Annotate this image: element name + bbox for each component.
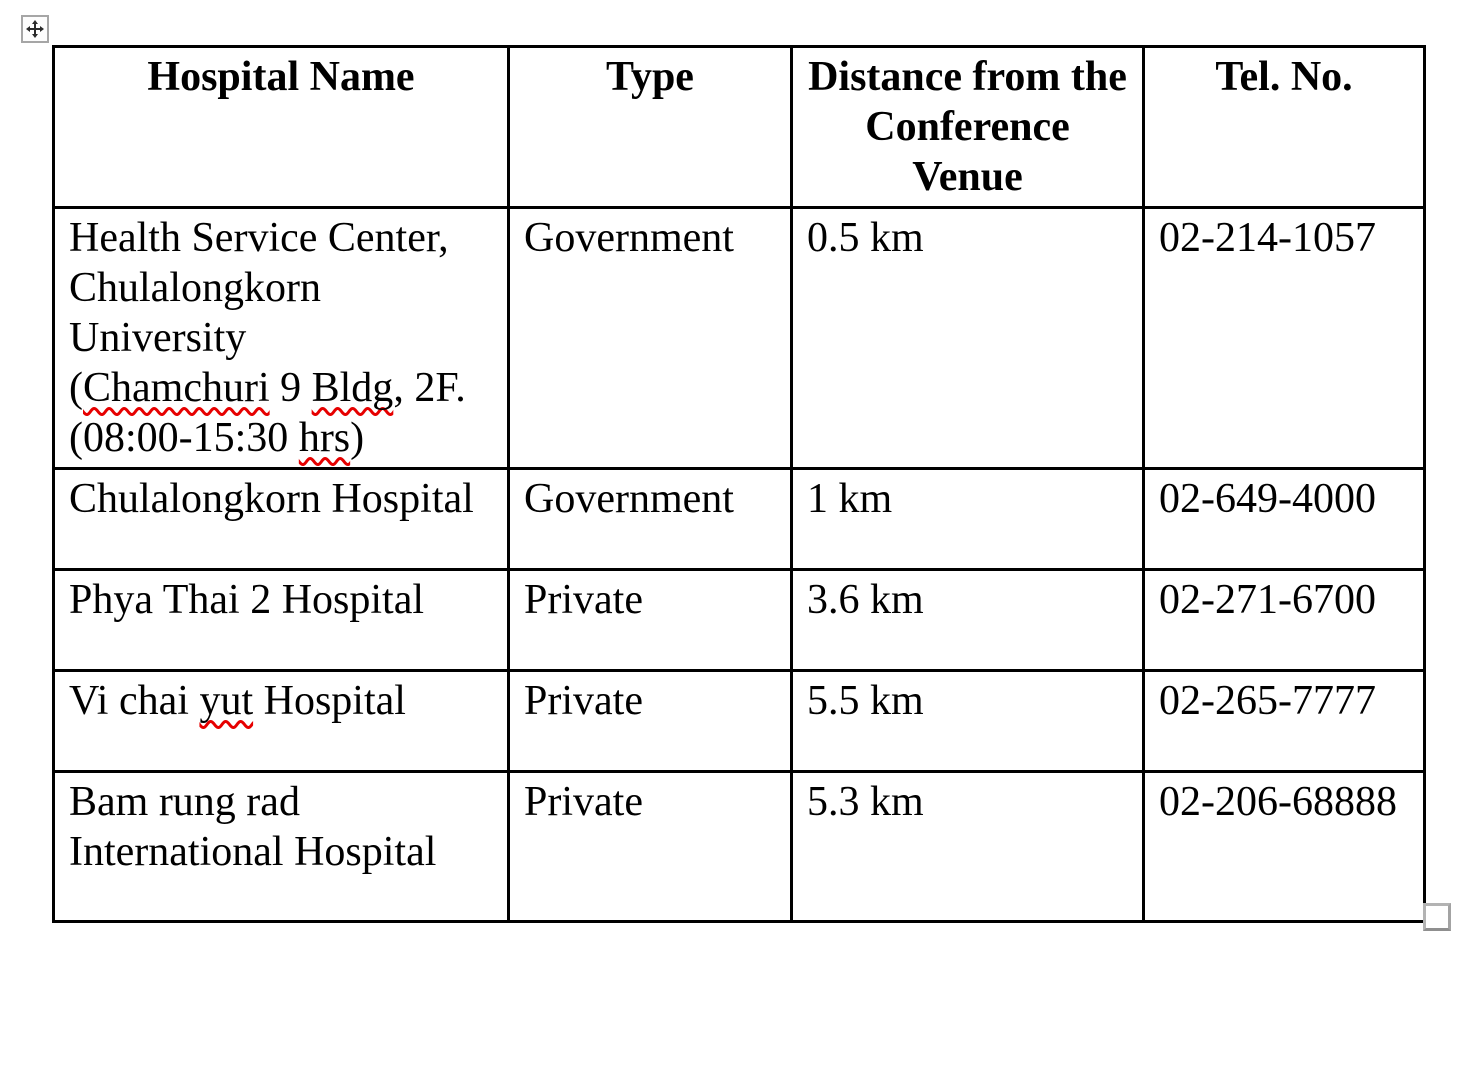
cell-distance[interactable]: 5.5 km	[792, 671, 1144, 772]
cell-line: Vi chai yut Hospital	[69, 678, 406, 724]
cell-hospital-name[interactable]	[54, 208, 509, 469]
cell-hospital-name[interactable]	[54, 671, 509, 772]
table-resize-handle[interactable]	[1423, 903, 1451, 931]
cell-hospital-name[interactable]	[54, 469, 509, 570]
table-move-handle[interactable]	[21, 15, 49, 43]
cell-hospital-name[interactable]	[54, 570, 509, 671]
table-row	[54, 772, 1425, 922]
cell-line: Bam rung rad	[69, 779, 300, 825]
cell-tel[interactable]: 02-649-4000	[1144, 469, 1425, 570]
cell-line: (Chamchuri 9 Bldg, 2F.	[69, 365, 466, 411]
cell-tel[interactable]: 02-214-1057	[1144, 208, 1425, 469]
cell-line: Health Service Center,	[69, 215, 449, 261]
cell-type[interactable]: Government	[509, 208, 792, 469]
cell-line: Phya Thai 2 Hospital	[69, 577, 425, 623]
misspelled-word: Bldg	[311, 365, 394, 411]
cell-distance[interactable]: 0.5 km	[792, 208, 1144, 469]
cell-type[interactable]: Private	[509, 671, 792, 772]
cell-tel[interactable]: 02-206-68888	[1144, 772, 1425, 922]
cell-type[interactable]: Private	[509, 570, 792, 671]
cell-line: (08:00-15:30 hrs)	[69, 415, 365, 461]
move-cross-icon	[25, 19, 45, 39]
hospitals-table	[52, 45, 1426, 923]
col-header-tel[interactable]: Tel. No.	[1144, 47, 1425, 208]
table-row	[54, 570, 1425, 671]
cell-distance[interactable]: 3.6 km	[792, 570, 1144, 671]
col-header-type[interactable]: Type	[509, 47, 792, 208]
cell-type[interactable]: Government	[509, 469, 792, 570]
cell-line: Chulalongkorn Hospital	[69, 476, 474, 522]
cell-tel[interactable]: 02-271-6700	[1144, 570, 1425, 671]
table-row	[54, 469, 1425, 570]
table-header-row	[54, 47, 1425, 208]
cell-type[interactable]: Private	[509, 772, 792, 922]
cell-line: University	[69, 315, 247, 361]
cell-line: Chulalongkorn	[69, 265, 321, 311]
col-header-distance[interactable]: Distance from the Conference Venue	[792, 47, 1144, 208]
misspelled-word: Chamchuri	[83, 365, 270, 411]
cell-distance[interactable]: 5.3 km	[792, 772, 1144, 922]
misspelled-word: hrs	[298, 415, 351, 461]
cell-hospital-name[interactable]	[54, 772, 509, 922]
table-row	[54, 208, 1425, 469]
cell-distance[interactable]: 1 km	[792, 469, 1144, 570]
cell-tel[interactable]: 02-265-7777	[1144, 671, 1425, 772]
misspelled-word: yut	[199, 678, 254, 724]
table-row	[54, 671, 1425, 772]
col-header-hospital-name[interactable]: Hospital Name	[54, 47, 509, 208]
cell-line: International Hospital	[69, 829, 437, 875]
